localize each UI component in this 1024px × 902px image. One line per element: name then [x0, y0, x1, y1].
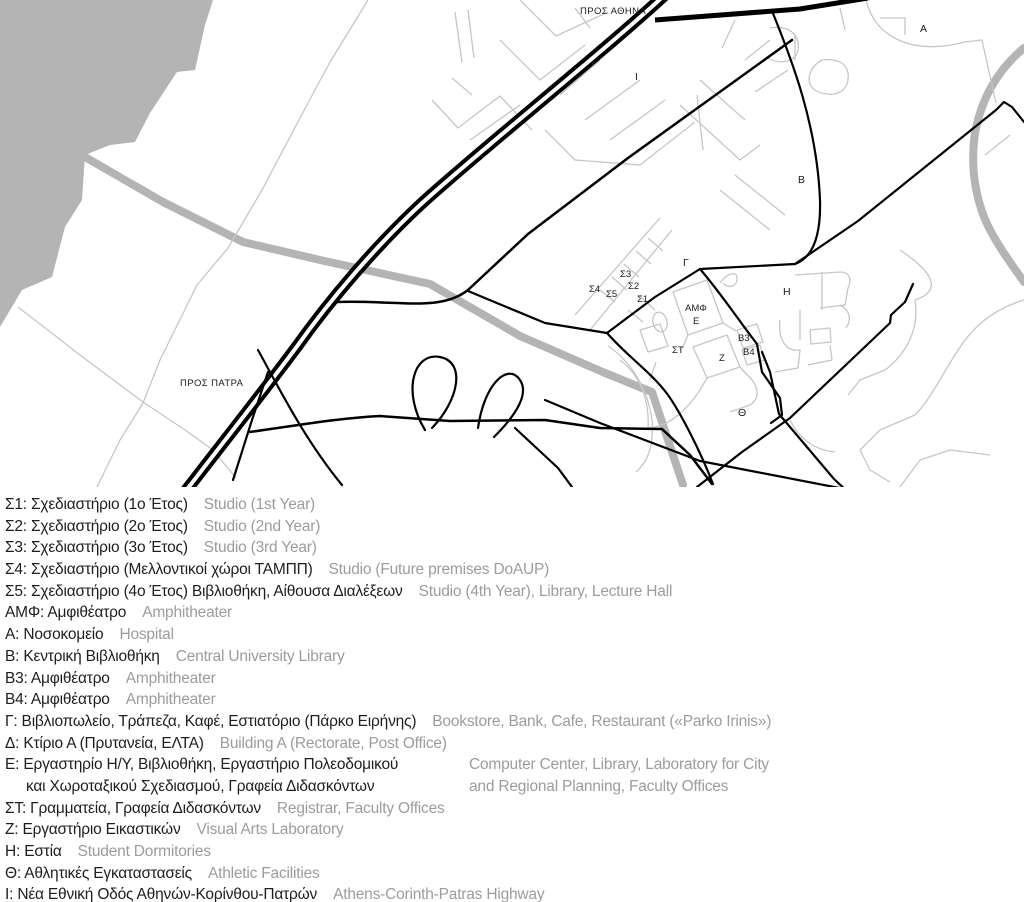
legend-row-b4 — [5, 689, 1024, 711]
legend-row-s1 — [5, 494, 1024, 516]
major-roads — [233, 11, 1024, 487]
legend-greek: Β3: Αμφιθέατρο — [5, 669, 110, 687]
legend-greek: Σ1: Σχεδιαστήριο (1ο Έτος) — [5, 496, 188, 513]
highway-athens-patras — [185, 0, 868, 487]
map-label-pros-patra: ΠΡΟΣ ΠΑΤΡΑ — [180, 378, 244, 389]
legend-row-h — [5, 841, 1024, 863]
legend-row-th — [5, 863, 1024, 885]
map-label-athletics-th: Θ — [738, 407, 747, 419]
legend-row-e-line2 — [5, 776, 1024, 798]
legend-greek: Ζ: Εργαστήριο Εικαστικών — [5, 821, 181, 839]
map-label-park-g: Γ — [683, 257, 689, 269]
legend-greek: Γ: Βιβλιοπωλείο, Τράπεζα, Καφέ, Εστιατόριο (Πάρκο Ειρήνης) — [5, 712, 417, 730]
legend-greek: Α: Νοσοκομείο — [5, 626, 104, 644]
legend-english: Student Dormitories — [77, 843, 211, 860]
legend-greek: Η: Εστία — [5, 843, 62, 860]
legend-english: Visual Arts Laboratory — [196, 821, 344, 839]
map-label-s1: Σ1 — [637, 294, 649, 305]
legend-english: Hospital — [119, 626, 174, 644]
legend-english: Central University Library — [175, 647, 345, 665]
map-label-amf: ΑΜΦ — [685, 303, 707, 314]
map-label-b3: Β3 — [738, 333, 750, 344]
legend-english: Computer Center, Library, Laboratory for City — [469, 756, 769, 774]
legend-row-d — [5, 733, 1024, 755]
map-legend — [0, 487, 1024, 902]
legend-english: Bookstore, Bank, Cafe, Restaurant («Parko Irinis») — [432, 712, 772, 730]
legend-row-st — [5, 798, 1024, 820]
legend-english: Studio (1st Year) — [203, 496, 315, 513]
map-label-dorms-h: Η — [783, 286, 791, 298]
legend-greek: Ι: Νέα Εθνική Οδός Αθηνών-Κορίνθου-Πατρών — [5, 886, 318, 902]
river-streams — [85, 48, 1024, 485]
legend-greek: Σ3: Σχεδιαστήριο (3ο Έτος) — [5, 539, 188, 557]
legend-english: Studio (3rd Year) — [203, 539, 317, 557]
legend-greek: ΑΜΦ: Αμφιθέατρο — [5, 604, 127, 622]
map-label-hospital-a: Α — [920, 23, 928, 35]
legend-english: Amphitheater — [125, 669, 216, 687]
legend-greek: ΣΤ: Γραμματεία, Γραφεία Διδασκόντων — [5, 799, 261, 817]
legend-english: Building A (Rectorate, Post Office) — [219, 734, 447, 752]
legend-greek: Δ: Κτίριο Α (Πρυτανεία, ΕΛΤΑ) — [5, 734, 204, 752]
map-label-library-b: Β — [798, 174, 806, 186]
map-label-st: ΣΤ — [672, 345, 684, 356]
legend-row-amf — [5, 602, 1024, 624]
legend-greek: Θ: Αθλητικές Εγκαταστασείς — [5, 864, 192, 882]
legend-row-i — [5, 884, 1024, 902]
legend-english: Studio (4th Year), Library, Lecture Hall — [418, 582, 673, 600]
map-label-highway-i: Ι — [635, 71, 638, 83]
legend-row-b — [5, 646, 1024, 668]
map-label-s4: Σ4 — [589, 284, 601, 295]
legend-row-a — [5, 624, 1024, 646]
legend-row-s4 — [5, 559, 1024, 581]
legend-english: Amphitheater — [125, 691, 216, 709]
map-label-b4: Β4 — [743, 347, 755, 358]
legend-english: Athens-Corinth-Patras Highway — [333, 886, 545, 902]
map-label-z: Ζ — [719, 353, 725, 364]
map-label-s2: Σ2 — [628, 281, 640, 292]
legend-greek: Σ5: Σχεδιαστήριο (4ο Έτος) Βιβλιοθήκη, Αίθουσα Διαλέξεων — [5, 582, 403, 600]
legend-greek: Β: Κεντρική Βιβλιοθήκη — [5, 647, 160, 665]
legend-english: Studio (Future premises DoAUP) — [328, 561, 550, 579]
legend-row-s2 — [5, 516, 1024, 538]
legend-row-g — [5, 711, 1024, 733]
legend-row-e-line1 — [5, 754, 1024, 776]
map-label-pros-athina: ΠΡΟΣ ΑΘΗΝΑ — [580, 6, 647, 17]
legend-english: Studio (2nd Year) — [203, 517, 321, 535]
legend-english: Athletic Facilities — [207, 864, 320, 882]
legend-greek: Ε: Εργαστηρίο Η/Υ, Βιβλιοθήκη, Εργαστήριο Πολεοδομικού — [5, 756, 399, 774]
sea-shape — [0, 0, 213, 327]
legend-greek: Σ2: Σχεδιαστήριο (2ο Έτος) — [5, 517, 188, 535]
legend-english: Amphitheater — [142, 604, 232, 622]
legend-english: and Regional Planning, Faculty Offices — [469, 777, 729, 795]
legend-greek: και Χωροταξικού Σχεδιασμού, Γραφεία Διδασκόντων — [26, 777, 375, 795]
legend-row-s5 — [5, 581, 1024, 603]
legend-row-z — [5, 819, 1024, 841]
legend-greek: Σ4: Σχεδιαστήριο (Μελλοντικοί χώροι ΤΑΜΠΠ) — [5, 561, 313, 579]
map-label-s3: Σ3 — [620, 269, 632, 280]
parcel-boundaries — [768, 0, 1024, 487]
legend-greek: Β4: Αμφιθέατρο — [5, 691, 110, 709]
legend-row-s3 — [5, 537, 1024, 559]
map-label-e: Ε — [693, 316, 700, 327]
legend-row-b3 — [5, 668, 1024, 690]
map-label-s5: Σ5 — [606, 289, 618, 300]
legend-english: Registrar, Faculty Offices — [276, 799, 445, 817]
